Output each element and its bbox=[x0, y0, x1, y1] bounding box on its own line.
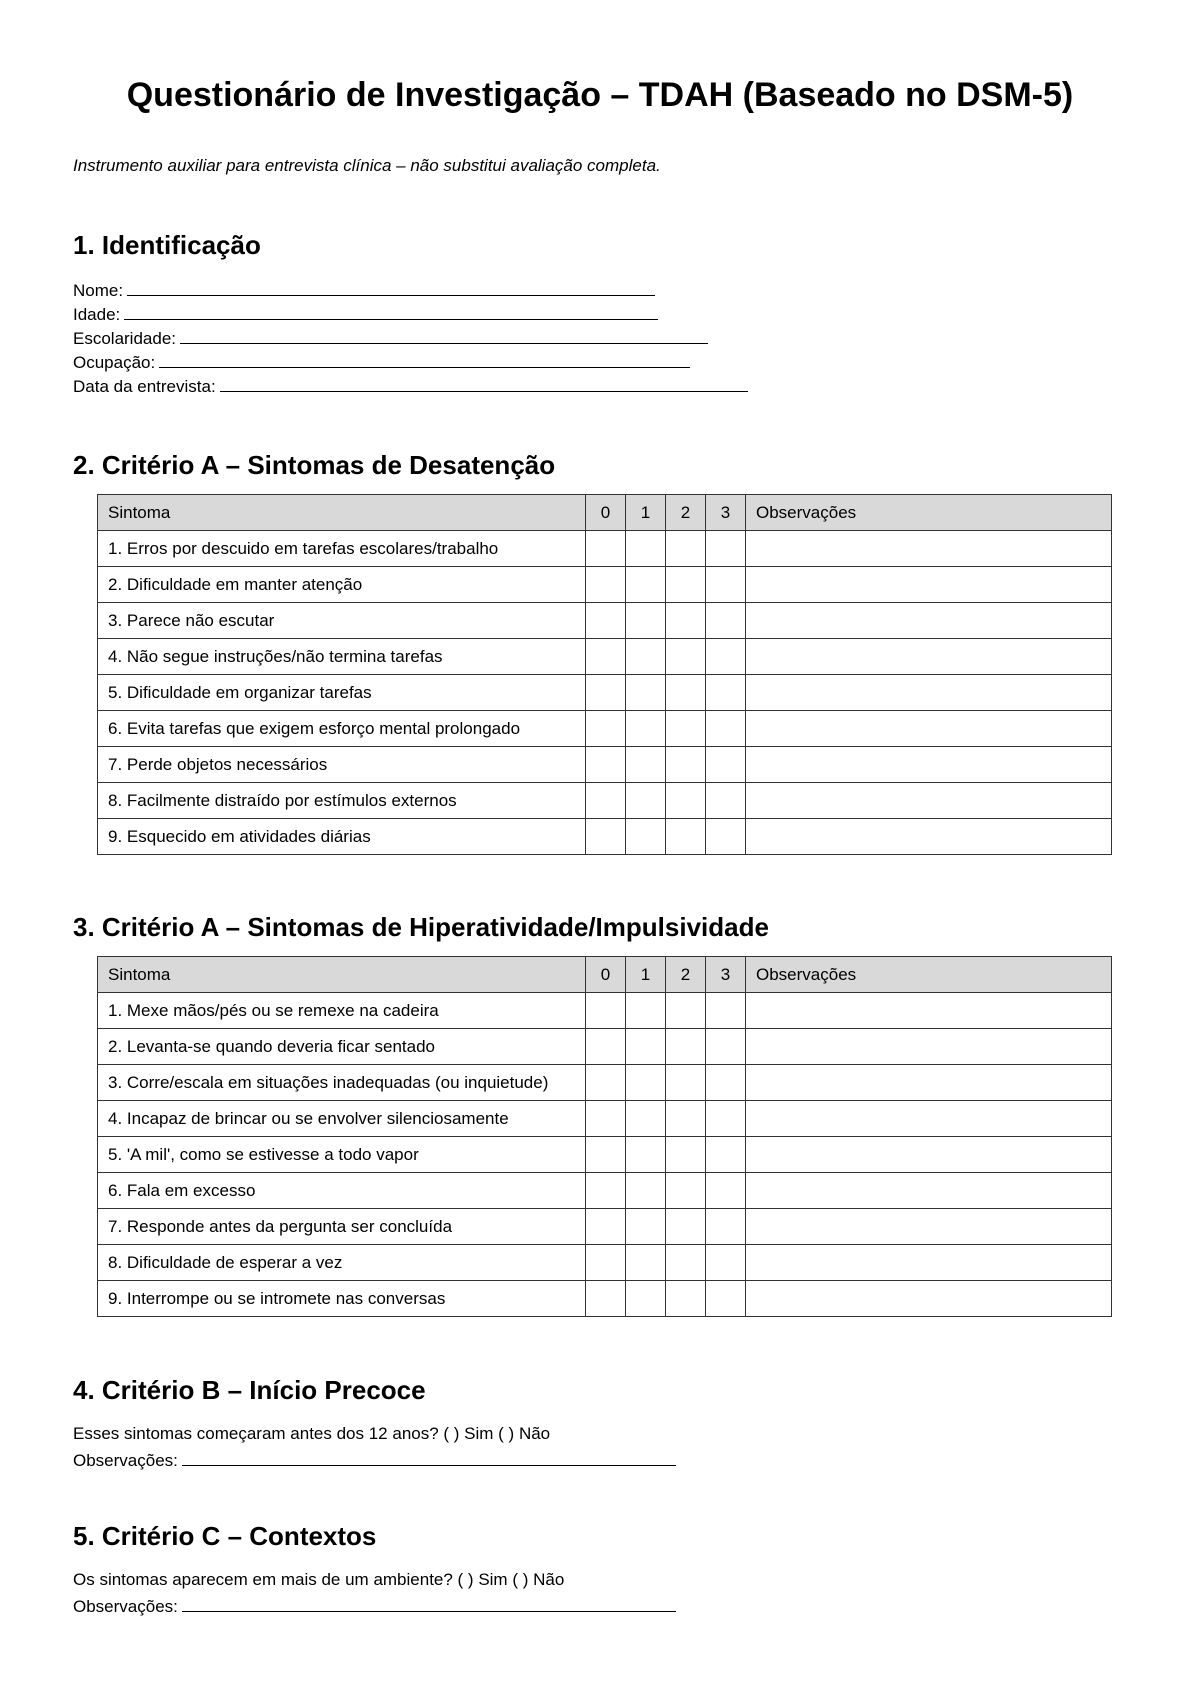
score-cell-1[interactable] bbox=[626, 639, 666, 675]
observacoes-cell[interactable] bbox=[746, 711, 1112, 747]
score-cell-3[interactable] bbox=[706, 783, 746, 819]
inicio-precoce-question[interactable]: Esses sintomas começaram antes dos 12 anos? ( ) Sim ( ) Não bbox=[73, 1424, 551, 1443]
table-row bbox=[98, 1101, 1112, 1137]
score-cell-3[interactable] bbox=[706, 1029, 746, 1065]
section-hiperatividade-heading: 3. Critério A – Sintomas de Hiperatividade/Impulsividade bbox=[73, 912, 769, 942]
field-label: Nome: bbox=[73, 281, 124, 300]
score-cell-0[interactable] bbox=[586, 1209, 626, 1245]
blank-line[interactable] bbox=[220, 374, 748, 392]
score-cell-1[interactable] bbox=[626, 1173, 666, 1209]
score-cell-0[interactable] bbox=[586, 1029, 626, 1065]
blank-line[interactable] bbox=[159, 350, 690, 368]
score-cell-3[interactable] bbox=[706, 993, 746, 1029]
score-cell-3[interactable] bbox=[706, 1209, 746, 1245]
observacoes-cell[interactable] bbox=[746, 1101, 1112, 1137]
score-cell-3[interactable] bbox=[706, 1281, 746, 1317]
header-score-2: 2 bbox=[666, 957, 706, 993]
symptom-cell: 6. Evita tarefas que exigem esforço mental prolongado bbox=[98, 711, 586, 747]
field-label: Idade: bbox=[73, 305, 121, 324]
table-row bbox=[98, 675, 1112, 711]
observacoes-cell[interactable] bbox=[746, 531, 1112, 567]
score-cell-0[interactable] bbox=[586, 639, 626, 675]
score-cell-2[interactable] bbox=[666, 783, 706, 819]
table-row bbox=[98, 531, 1112, 567]
score-cell-0[interactable] bbox=[586, 711, 626, 747]
observacoes-cell[interactable] bbox=[746, 1281, 1112, 1317]
score-cell-0[interactable] bbox=[586, 1245, 626, 1281]
symptom-cell: 1. Mexe mãos/pés ou se remexe na cadeira bbox=[98, 993, 586, 1029]
table-row bbox=[98, 1137, 1112, 1173]
contextos-observacoes[interactable] bbox=[73, 1594, 676, 1617]
score-cell-1[interactable] bbox=[626, 603, 666, 639]
header-score-0: 0 bbox=[586, 957, 626, 993]
score-cell-2[interactable] bbox=[666, 1029, 706, 1065]
header-score-0: 0 bbox=[586, 495, 626, 531]
table-header-row bbox=[98, 957, 1112, 993]
score-cell-0[interactable] bbox=[586, 1281, 626, 1317]
blank-line[interactable] bbox=[124, 302, 658, 320]
table-row bbox=[98, 1209, 1112, 1245]
observacoes-cell[interactable] bbox=[746, 783, 1112, 819]
table-row bbox=[98, 1029, 1112, 1065]
score-cell-2[interactable] bbox=[666, 1281, 706, 1317]
document-title: Questionário de Investigação – TDAH (Baseado no DSM-5) bbox=[126, 76, 1074, 114]
contextos-question[interactable]: Os sintomas aparecem em mais de um ambiente? ( ) Sim ( ) Não bbox=[73, 1570, 565, 1589]
score-cell-0[interactable] bbox=[586, 675, 626, 711]
field-escolaridade[interactable] bbox=[73, 326, 708, 349]
score-cell-1[interactable] bbox=[626, 1281, 666, 1317]
score-cell-2[interactable] bbox=[666, 747, 706, 783]
table-row bbox=[98, 711, 1112, 747]
observacoes-cell[interactable] bbox=[746, 1173, 1112, 1209]
blank-line[interactable] bbox=[180, 326, 708, 344]
score-cell-2[interactable] bbox=[666, 1065, 706, 1101]
score-cell-3[interactable] bbox=[706, 1173, 746, 1209]
field-label: Ocupação: bbox=[73, 353, 156, 372]
score-cell-2[interactable] bbox=[666, 531, 706, 567]
score-cell-1[interactable] bbox=[626, 1101, 666, 1137]
observacoes-cell[interactable] bbox=[746, 567, 1112, 603]
header-observacoes: Observações bbox=[746, 957, 1112, 993]
table-row bbox=[98, 993, 1112, 1029]
symptom-cell: 8. Facilmente distraído por estímulos externos bbox=[98, 783, 586, 819]
field-data-entrevista[interactable] bbox=[73, 374, 748, 397]
header-score-1: 1 bbox=[626, 957, 666, 993]
score-cell-3[interactable] bbox=[706, 1245, 746, 1281]
table-row bbox=[98, 639, 1112, 675]
score-cell-2[interactable] bbox=[666, 567, 706, 603]
observacoes-cell[interactable] bbox=[746, 1137, 1112, 1173]
blank-line[interactable] bbox=[182, 1594, 676, 1612]
field-ocupacao[interactable] bbox=[73, 350, 690, 373]
header-score-3: 3 bbox=[706, 957, 746, 993]
score-cell-3[interactable] bbox=[706, 711, 746, 747]
score-cell-1[interactable] bbox=[626, 531, 666, 567]
table-row bbox=[98, 1281, 1112, 1317]
score-cell-1[interactable] bbox=[626, 993, 666, 1029]
score-cell-2[interactable] bbox=[666, 993, 706, 1029]
table-row bbox=[98, 567, 1112, 603]
score-cell-2[interactable] bbox=[666, 639, 706, 675]
symptom-cell: 2. Dificuldade em manter atenção bbox=[98, 567, 586, 603]
score-cell-3[interactable] bbox=[706, 639, 746, 675]
document-subtitle: Instrumento auxiliar para entrevista clínica – não substitui avaliação completa. bbox=[73, 156, 661, 175]
symptom-cell: 9. Esquecido em atividades diárias bbox=[98, 819, 586, 855]
score-cell-3[interactable] bbox=[706, 531, 746, 567]
score-cell-0[interactable] bbox=[586, 603, 626, 639]
observacoes-cell[interactable] bbox=[746, 993, 1112, 1029]
score-cell-1[interactable] bbox=[626, 783, 666, 819]
table-row bbox=[98, 747, 1112, 783]
score-cell-3[interactable] bbox=[706, 675, 746, 711]
table-row bbox=[98, 1245, 1112, 1281]
score-cell-0[interactable] bbox=[586, 1065, 626, 1101]
score-cell-0[interactable] bbox=[586, 567, 626, 603]
symptom-cell: 5. 'A mil', como se estivesse a todo vapor bbox=[98, 1137, 586, 1173]
desatencao-table bbox=[97, 494, 1112, 855]
section-desatencao-heading: 2. Critério A – Sintomas de Desatenção bbox=[73, 450, 556, 480]
symptom-cell: 7. Responde antes da pergunta ser concluída bbox=[98, 1209, 586, 1245]
score-cell-0[interactable] bbox=[586, 783, 626, 819]
section-identificacao-heading: 1. Identificação bbox=[73, 230, 261, 260]
observacoes-cell[interactable] bbox=[746, 1065, 1112, 1101]
symptom-cell: 8. Dificuldade de esperar a vez bbox=[98, 1245, 586, 1281]
score-cell-2[interactable] bbox=[666, 819, 706, 855]
observacoes-cell[interactable] bbox=[746, 819, 1112, 855]
score-cell-3[interactable] bbox=[706, 1101, 746, 1137]
score-cell-1[interactable] bbox=[626, 747, 666, 783]
symptom-cell: 3. Parece não escutar bbox=[98, 603, 586, 639]
score-cell-2[interactable] bbox=[666, 1173, 706, 1209]
symptom-cell: 6. Fala em excesso bbox=[98, 1173, 586, 1209]
field-label: Escolaridade: bbox=[73, 329, 177, 348]
inicio-precoce-observacoes[interactable] bbox=[73, 1448, 676, 1471]
score-cell-3[interactable] bbox=[706, 819, 746, 855]
blank-line[interactable] bbox=[127, 278, 655, 296]
score-cell-0[interactable] bbox=[586, 747, 626, 783]
field-nome[interactable] bbox=[73, 278, 655, 301]
symptom-cell: 4. Incapaz de brincar ou se envolver silenciosamente bbox=[98, 1101, 586, 1137]
symptom-cell: 5. Dificuldade em organizar tarefas bbox=[98, 675, 586, 711]
score-cell-3[interactable] bbox=[706, 747, 746, 783]
header-score-2: 2 bbox=[666, 495, 706, 531]
score-cell-0[interactable] bbox=[586, 1137, 626, 1173]
section-contextos-heading: 5. Critério C – Contextos bbox=[73, 1521, 377, 1551]
score-cell-2[interactable] bbox=[666, 675, 706, 711]
score-cell-1[interactable] bbox=[626, 1245, 666, 1281]
field-idade[interactable] bbox=[73, 302, 658, 325]
score-cell-1[interactable] bbox=[626, 675, 666, 711]
observacoes-cell[interactable] bbox=[746, 675, 1112, 711]
observacoes-cell[interactable] bbox=[746, 603, 1112, 639]
section-inicio-precoce-heading: 4. Critério B – Início Precoce bbox=[73, 1375, 426, 1405]
symptom-cell: 2. Levanta-se quando deveria ficar sentado bbox=[98, 1029, 586, 1065]
score-cell-1[interactable] bbox=[626, 1209, 666, 1245]
field-label: Data da entrevista: bbox=[73, 377, 216, 396]
table-row bbox=[98, 819, 1112, 855]
score-cell-3[interactable] bbox=[706, 1065, 746, 1101]
symptom-cell: 9. Interrompe ou se intromete nas conversas bbox=[98, 1281, 586, 1317]
header-sintoma: Sintoma bbox=[98, 957, 586, 993]
score-cell-0[interactable] bbox=[586, 531, 626, 567]
score-cell-2[interactable] bbox=[666, 603, 706, 639]
header-observacoes: Observações bbox=[746, 495, 1112, 531]
score-cell-3[interactable] bbox=[706, 1137, 746, 1173]
score-cell-0[interactable] bbox=[586, 1173, 626, 1209]
table-row bbox=[98, 1173, 1112, 1209]
header-sintoma: Sintoma bbox=[98, 495, 586, 531]
score-cell-1[interactable] bbox=[626, 1137, 666, 1173]
observacoes-cell[interactable] bbox=[746, 639, 1112, 675]
score-cell-1[interactable] bbox=[626, 1065, 666, 1101]
score-cell-2[interactable] bbox=[666, 1137, 706, 1173]
score-cell-1[interactable] bbox=[626, 819, 666, 855]
observacoes-cell[interactable] bbox=[746, 1245, 1112, 1281]
field-label: Observações: bbox=[73, 1597, 178, 1616]
score-cell-0[interactable] bbox=[586, 1101, 626, 1137]
header-score-1: 1 bbox=[626, 495, 666, 531]
score-cell-2[interactable] bbox=[666, 1101, 706, 1137]
symptom-cell: 7. Perde objetos necessários bbox=[98, 747, 586, 783]
symptom-cell: 4. Não segue instruções/não termina tarefas bbox=[98, 639, 586, 675]
score-cell-2[interactable] bbox=[666, 1245, 706, 1281]
table-header-row bbox=[98, 495, 1112, 531]
score-cell-1[interactable] bbox=[626, 567, 666, 603]
score-cell-3[interactable] bbox=[706, 603, 746, 639]
table-row bbox=[98, 603, 1112, 639]
score-cell-1[interactable] bbox=[626, 1029, 666, 1065]
table-row bbox=[98, 1065, 1112, 1101]
header-score-3: 3 bbox=[706, 495, 746, 531]
hiperatividade-table bbox=[97, 956, 1112, 1317]
score-cell-0[interactable] bbox=[586, 819, 626, 855]
observacoes-cell[interactable] bbox=[746, 747, 1112, 783]
score-cell-2[interactable] bbox=[666, 1209, 706, 1245]
score-cell-0[interactable] bbox=[586, 993, 626, 1029]
table-row bbox=[98, 783, 1112, 819]
blank-line[interactable] bbox=[182, 1448, 676, 1466]
score-cell-3[interactable] bbox=[706, 567, 746, 603]
symptom-cell: 1. Erros por descuido em tarefas escolares/trabalho bbox=[98, 531, 586, 567]
observacoes-cell[interactable] bbox=[746, 1029, 1112, 1065]
score-cell-1[interactable] bbox=[626, 711, 666, 747]
observacoes-cell[interactable] bbox=[746, 1209, 1112, 1245]
score-cell-2[interactable] bbox=[666, 711, 706, 747]
symptom-cell: 3. Corre/escala em situações inadequadas (ou inquietude) bbox=[98, 1065, 586, 1101]
field-label: Observações: bbox=[73, 1451, 178, 1470]
